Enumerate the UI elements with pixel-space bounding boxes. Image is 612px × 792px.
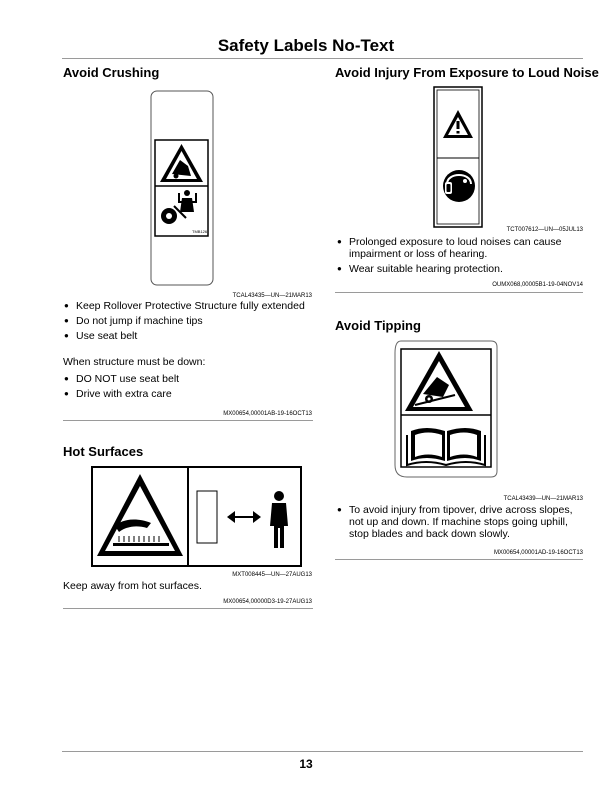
noise-bullets [336,236,586,278]
list-item: ● Keep Rollover Protective Structure fully extended [63,300,313,312]
noise-safety-label [433,86,483,228]
hot-ref-code: MX00654,00000D3-19-27AUG13 [223,599,312,605]
section-rule [335,292,583,293]
crushing-fig-code: TCAL43435—UN—21MAR13 [232,293,312,299]
page-title: Safety Labels No-Text [217,36,395,55]
tipping-safety-label [393,339,499,479]
hot-surface-label [91,466,302,567]
noise-heading: Avoid Injury From Exposure to Loud Noise [335,65,599,80]
rops-safety-label [150,90,214,286]
crushing-heading: Avoid Crushing [63,65,160,80]
tipping-bullets [336,504,586,543]
list-item: ● DO NOT use seat belt [63,373,313,385]
tipping-fig-code: TCAL43439—UN—21MAR13 [503,496,583,502]
tipping-ref-code: MX00654,00001AD-19-16OCT13 [493,550,583,556]
crushing-bullets-2 [63,373,313,403]
section-rule [335,559,583,560]
list-item: ● Prolonged exposure to loud noises can cause impairment or loss of hearing. [336,236,586,260]
hot-heading: Hot Surfaces [63,444,144,459]
section-rule [63,420,313,421]
noise-ref-code: OUMX068,00005B1-19-04NOV14 [492,282,583,288]
tipping-heading: Avoid Tipping [335,318,421,333]
list-item: ● To avoid injury from tipover, drive across slopes, not up and down. If machine stops going uphill, stop blades and back down slowly. [336,504,586,540]
list-item: ● Do not jump if machine tips [63,315,313,327]
page-number: 13 [299,757,313,771]
list-item: ● Use seat belt [63,330,313,342]
crushing-bullets [63,300,313,345]
hot-fig-code: MXT008445—UN—27AUG13 [232,572,312,578]
footer-rule [62,751,583,752]
crushing-ref-code: MX00654,00001AB-19-16OCT13 [223,411,312,417]
list-item: ● Drive with extra care [63,388,313,400]
hot-text: Keep away from hot surfaces. [63,580,202,592]
label-mark: TMB126 [192,229,208,234]
section-rule [63,608,313,609]
list-item: ● Wear suitable hearing protection. [336,263,586,275]
noise-fig-code: TCT007612—UN—05JUL13 [506,227,583,233]
crushing-note: When structure must be down: [63,356,206,368]
title-rule [62,58,583,59]
